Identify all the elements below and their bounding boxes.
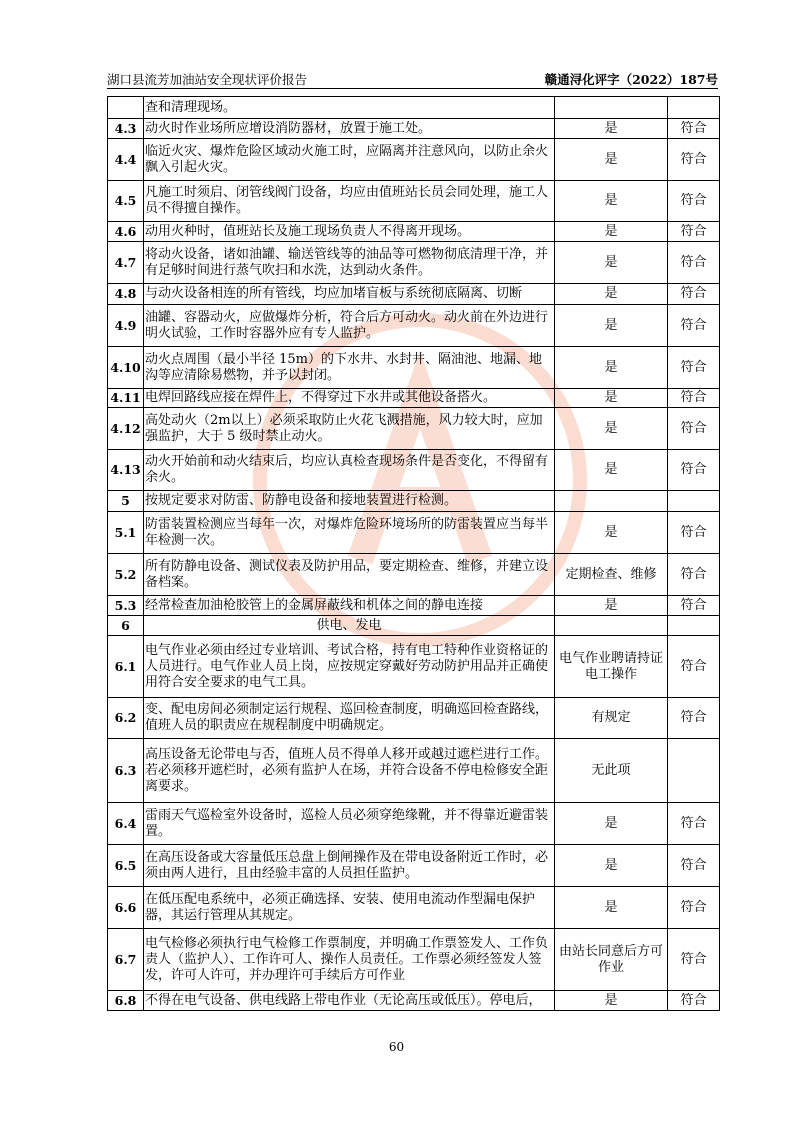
conclusion: 符合 bbox=[668, 887, 720, 929]
item-content: 高压设备无论带电与否，值班人员不得单人移开或越过遮栏进行工作。若必须移开遮栏时，必须有监护人在场，并符合设备不停电检修安全距离要求。 bbox=[144, 739, 555, 803]
table-row bbox=[108, 347, 720, 389]
item-number: 6.8 bbox=[108, 991, 144, 1011]
check-result: 是 bbox=[555, 222, 668, 242]
table-row bbox=[108, 305, 720, 347]
conclusion: 符合 bbox=[668, 284, 720, 305]
check-result: 是 bbox=[555, 408, 668, 450]
conclusion: 符合 bbox=[668, 305, 720, 347]
check-result: 是 bbox=[555, 887, 668, 929]
check-result: 是 bbox=[555, 139, 668, 181]
table-row bbox=[108, 803, 720, 845]
conclusion: 符合 bbox=[668, 929, 720, 991]
check-result: 是 bbox=[555, 305, 668, 347]
check-result: 是 bbox=[555, 347, 668, 389]
conclusion: 符合 bbox=[668, 408, 720, 450]
item-content: 不得在电气设备、供电线路上带电作业（无论高压或低压）。停电后， bbox=[144, 991, 555, 1011]
table-row bbox=[108, 97, 720, 119]
item-number: 6.2 bbox=[108, 698, 144, 739]
item-number: 4.4 bbox=[108, 139, 144, 181]
item-content: 动用火种时，值班站长及施工现场负责人不得离开现场。 bbox=[144, 222, 555, 242]
item-number: 4.8 bbox=[108, 284, 144, 305]
check-result: 是 bbox=[555, 450, 668, 491]
item-number: 4.13 bbox=[108, 450, 144, 491]
conclusion: 符合 bbox=[668, 450, 720, 491]
check-result: 是 bbox=[555, 512, 668, 554]
check-result bbox=[555, 616, 668, 636]
table-row bbox=[108, 408, 720, 450]
item-number: 6.3 bbox=[108, 739, 144, 803]
conclusion: 符合 bbox=[668, 119, 720, 139]
item-content: 与动火设备相连的所有管线，均应加堵盲板与系统彻底隔离、切断 bbox=[144, 284, 555, 305]
page-header bbox=[107, 70, 718, 89]
report-code: 赣通浔化评字（2022）187号 bbox=[544, 72, 718, 87]
checklist-table bbox=[107, 96, 720, 1011]
conclusion: 符合 bbox=[668, 222, 720, 242]
item-number: 4.12 bbox=[108, 408, 144, 450]
conclusion bbox=[668, 491, 720, 512]
item-content: 电焊回路线应接在焊件上，不得穿过下水井或其他设备搭火。 bbox=[144, 389, 555, 408]
table-row bbox=[108, 929, 720, 991]
check-result bbox=[555, 97, 668, 119]
item-content: 经常检查加油枪胶管上的金属屏蔽线和机体之间的静电连接 bbox=[144, 596, 555, 616]
check-result: 是 bbox=[555, 803, 668, 845]
table-row bbox=[108, 739, 720, 803]
item-number: 6.4 bbox=[108, 803, 144, 845]
conclusion: 符合 bbox=[668, 698, 720, 739]
table-row bbox=[108, 284, 720, 305]
check-result: 有规定 bbox=[555, 698, 668, 739]
item-number: 5.2 bbox=[108, 554, 144, 596]
check-result: 电气作业聘请持证电工操作 bbox=[555, 636, 668, 698]
item-number: 4.11 bbox=[108, 389, 144, 408]
table-row bbox=[108, 119, 720, 139]
item-number: 6.5 bbox=[108, 845, 144, 887]
item-content: 油罐、容器动火，应做爆炸分析，符合后方可动火。动火前在外边进行明火试验，工作时容器外应有专人监护。 bbox=[144, 305, 555, 347]
item-content: 在高压设备或大容量低压总盘上倒闸操作及在带电设备附近工作时，必须由两人进行，且由经验丰富的人员担任监护。 bbox=[144, 845, 555, 887]
item-content: 高处动火（2m以上）必须采取防止火花飞溅措施，风力较大时，应加强监护，大于 5 级时禁止动火。 bbox=[144, 408, 555, 450]
table-row bbox=[108, 636, 720, 698]
table-row bbox=[108, 596, 720, 616]
item-content: 将动火设备，诸如油罐、输送管线等的油品等可燃物彻底清理干净，并有足够时间进行蒸气吹扫和水洗，达到动火条件。 bbox=[144, 242, 555, 284]
check-result: 是 bbox=[555, 284, 668, 305]
conclusion bbox=[668, 97, 720, 119]
item-content: 凡施工时须启、闭管线阀门设备，均应由值班站长员会同处理，施工人员不得擅自操作。 bbox=[144, 181, 555, 222]
conclusion: 符合 bbox=[668, 991, 720, 1011]
conclusion: 符合 bbox=[668, 512, 720, 554]
item-number bbox=[108, 97, 144, 119]
conclusion: 符合 bbox=[668, 242, 720, 284]
item-content: 变、配电房间必须制定运行规程、巡回检查制度，明确巡回检查路线，值班人员的职责应在规程制度中明确规定。 bbox=[144, 698, 555, 739]
item-content: 动火开始前和动火结束后，均应认真检查现场条件是否变化，不得留有余火。 bbox=[144, 450, 555, 491]
item-number: 6 bbox=[108, 616, 144, 636]
table-row bbox=[108, 450, 720, 491]
item-content: 动火时作业场所应增设消防器材，放置于施工处。 bbox=[144, 119, 555, 139]
page-number: 60 bbox=[388, 1040, 405, 1054]
item-number: 4.7 bbox=[108, 242, 144, 284]
item-number: 4.9 bbox=[108, 305, 144, 347]
item-content: 防雷装置检测应当每年一次，对爆炸危险环境场所的防雷装置应当每半年检测一次。 bbox=[144, 512, 555, 554]
check-result: 是 bbox=[555, 119, 668, 139]
conclusion: 符合 bbox=[668, 347, 720, 389]
item-content: 动火点周围（最小半径 15m）的下水井、水封井、隔油池、地漏、地沟等应清除易燃物，并予以封闭。 bbox=[144, 347, 555, 389]
item-content: 雷雨天气巡检室外设备时，巡检人员必须穿绝缘靴，并不得靠近避雷装置。 bbox=[144, 803, 555, 845]
table-row bbox=[108, 845, 720, 887]
check-result: 是 bbox=[555, 242, 668, 284]
check-result: 是 bbox=[555, 389, 668, 408]
conclusion: 符合 bbox=[668, 596, 720, 616]
conclusion: 符合 bbox=[668, 845, 720, 887]
table-row bbox=[108, 139, 720, 181]
check-result: 是 bbox=[555, 845, 668, 887]
item-content: 电气作业必须由经过专业培训、考试合格，持有电工特种作业资格证的人员进行。电气作业人员上岗，应按规定穿戴好劳动防护用品并正确使用符合安全要求的电气工具。 bbox=[144, 636, 555, 698]
check-result: 是 bbox=[555, 596, 668, 616]
conclusion: 符合 bbox=[668, 389, 720, 408]
item-content: 按规定要求对防雷、防静电设备和接地装置进行检测。 bbox=[144, 491, 555, 512]
table-row bbox=[108, 887, 720, 929]
conclusion: 符合 bbox=[668, 636, 720, 698]
conclusion bbox=[668, 739, 720, 803]
item-number: 4.6 bbox=[108, 222, 144, 242]
item-content: 临近火灾、爆炸危险区域动火施工时，应隔离并注意风向，以防止余火飘入引起火灾。 bbox=[144, 139, 555, 181]
item-number: 5.3 bbox=[108, 596, 144, 616]
item-content: 电气检修必须执行电气检修工作票制度，并明确工作票签发人、工作负责人（监护人）、工作许可人、操作人员责任。工作票必须经签发人签发，许可人许可，并办理许可手续后方可作业 bbox=[144, 929, 555, 991]
check-result: 是 bbox=[555, 181, 668, 222]
item-number: 6.1 bbox=[108, 636, 144, 698]
table-row bbox=[108, 181, 720, 222]
item-content: 供电、发电 bbox=[144, 616, 555, 636]
table-row bbox=[108, 491, 720, 512]
check-result: 无此项 bbox=[555, 739, 668, 803]
table-row bbox=[108, 242, 720, 284]
table-row bbox=[108, 512, 720, 554]
conclusion: 符合 bbox=[668, 803, 720, 845]
item-number: 5 bbox=[108, 491, 144, 512]
check-result: 是 bbox=[555, 991, 668, 1011]
report-title: 湖口县流芳加油站安全现状评价报告 bbox=[107, 72, 308, 87]
table-row bbox=[108, 616, 720, 636]
table-row bbox=[108, 991, 720, 1011]
conclusion: 符合 bbox=[668, 554, 720, 596]
item-content: 在低压配电系统中，必须正确选择、安装、使用电流动作型漏电保护器，其运行管理从其规定。 bbox=[144, 887, 555, 929]
item-content: 所有防静电设备、测试仪表及防护用品，要定期检查、维修，并建立设备档案。 bbox=[144, 554, 555, 596]
item-number: 4.5 bbox=[108, 181, 144, 222]
table-row bbox=[108, 389, 720, 408]
check-result: 定期检查、维修 bbox=[555, 554, 668, 596]
conclusion bbox=[668, 616, 720, 636]
item-number: 5.1 bbox=[108, 512, 144, 554]
check-result bbox=[555, 491, 668, 512]
table-row bbox=[108, 222, 720, 242]
item-number: 4.10 bbox=[108, 347, 144, 389]
table-row bbox=[108, 698, 720, 739]
item-number: 4.3 bbox=[108, 119, 144, 139]
item-number: 6.6 bbox=[108, 887, 144, 929]
conclusion: 符合 bbox=[668, 139, 720, 181]
item-content: 查和清理现场。 bbox=[144, 97, 555, 119]
table-row bbox=[108, 554, 720, 596]
conclusion: 符合 bbox=[668, 181, 720, 222]
item-number: 6.7 bbox=[108, 929, 144, 991]
check-result: 由站长同意后方可作业 bbox=[555, 929, 668, 991]
